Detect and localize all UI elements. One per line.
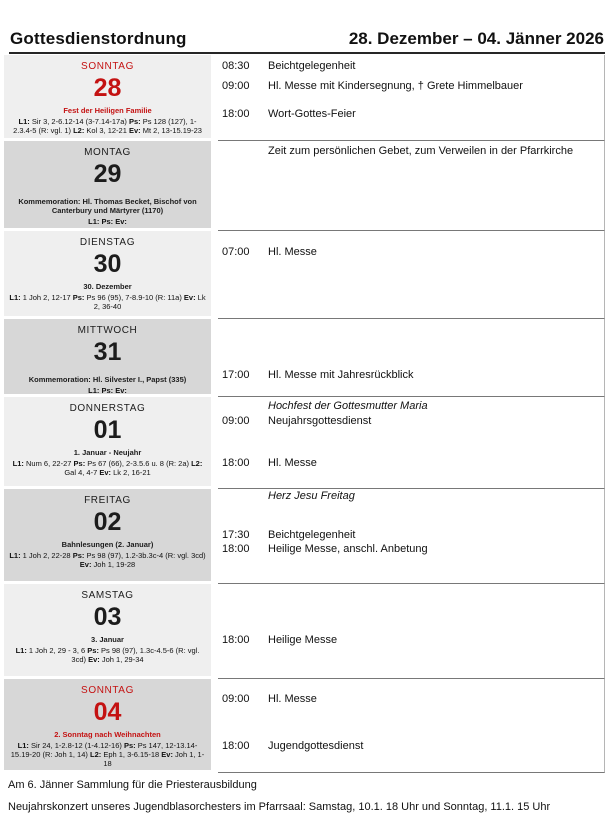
- day-number: 29: [93, 160, 122, 188]
- footer-note-neujahrskonzert: Neujahrskonzert unseres Jugendblasorchesters im Pfarrsaal: Samstag, 10.1. 18 Uhr und Sonntag, 11.1. 15 Uhr: [8, 801, 551, 813]
- event-label: Beichtgelegenheit: [268, 60, 356, 72]
- header-rule: [9, 52, 605, 54]
- event-label: Neujahrsgottesdienst: [268, 415, 372, 427]
- event-label: Hl. Messe mit Kindersegnung, † Grete Himmelbauer: [268, 80, 523, 92]
- day-number: 04: [93, 698, 122, 726]
- day-row-mittwoch-31: [4, 319, 605, 397]
- event-label: Hochfest der Gottesmutter Maria: [268, 400, 428, 412]
- events-cell: [218, 231, 605, 319]
- day-readings: L1: 1 Joh 2, 29 - 3, 6 Ps: Ps 98 (97), 1.3c-4.5-6 (R: vgl. 3cd) Ev: Joh 1, 29-34: [15, 646, 200, 664]
- event: [222, 108, 598, 121]
- day-name: DONNERSTAG: [69, 403, 146, 414]
- day-readings: L1: Ps: Ev:: [88, 386, 127, 395]
- day-row-sonntag-28: [4, 55, 605, 141]
- event-label: Hl. Messe: [268, 693, 317, 705]
- events-cell: [218, 489, 605, 584]
- event-label: Zeit zum persönlichen Gebet, zum Verweilen in der Pfarrkirche: [268, 145, 574, 157]
- event: [222, 415, 598, 428]
- day-cell: [4, 319, 211, 394]
- day-number: 02: [93, 508, 122, 536]
- event-time: 18:00: [222, 108, 250, 120]
- event-feast-note: [268, 490, 598, 503]
- day-name: MONTAG: [84, 147, 131, 158]
- day-cell: [4, 679, 211, 770]
- day-name: SAMSTAG: [81, 590, 134, 601]
- event: [222, 457, 598, 470]
- event-label: Heilige Messe, anschl. Anbetung: [268, 543, 428, 555]
- event-time: 07:00: [222, 246, 250, 258]
- day-feast: Bahnlesungen (2. Januar): [61, 540, 154, 549]
- event-time: 09:00: [222, 80, 250, 92]
- day-readings: L1: 1 Joh 2, 22-28 Ps: Ps 98 (97), 1.2-3b.3c-4 (R: vgl. 3cd) Ev: Joh 1, 19-28: [9, 551, 206, 569]
- event-label: Beichtgelegenheit: [268, 529, 356, 541]
- day-name: SONNTAG: [81, 61, 134, 72]
- event-label: Heilige Messe: [268, 634, 338, 646]
- day-name: SONNTAG: [81, 685, 134, 696]
- day-name: MITTWOCH: [77, 325, 138, 336]
- header: [0, 0, 608, 49]
- day-row-samstag-03: [4, 584, 605, 679]
- event-label: Herz Jesu Freitag: [268, 490, 355, 502]
- day-number: 01: [93, 416, 122, 444]
- day-cell: [4, 584, 211, 676]
- event-time: 18:00: [222, 740, 250, 752]
- day-number: 31: [93, 338, 122, 366]
- event: [222, 529, 598, 542]
- day-row-sonntag-04: [4, 679, 605, 773]
- event-label: Hl. Messe: [268, 457, 317, 469]
- events-cell: [218, 679, 605, 773]
- day-cell: [4, 489, 211, 581]
- schedule-table: [4, 55, 605, 773]
- event: [222, 369, 598, 382]
- day-feast: 2. Sonntag nach Weihnachten: [54, 730, 161, 739]
- day-feast: Kommemoration: Hl. Thomas Becket, Bischof von Canterbury und Märtyrer (1170): [18, 197, 197, 215]
- events-cell: [218, 319, 605, 397]
- event: [222, 246, 598, 259]
- events-cell: [218, 397, 605, 489]
- day-readings: L1: Sir 24, 1-2.8-12 (1-4.12-16) Ps: Ps 147, 12-13.14-15.19-20 (R: Joh 1, 14) L2: Eph 1, 3-6.15-18 Ev: Joh 1, 1-18: [10, 741, 205, 768]
- event-time: 18:00: [222, 634, 250, 646]
- event: [222, 693, 598, 706]
- day-cell: [4, 397, 211, 486]
- event-label: Hl. Messe: [268, 246, 317, 258]
- events-cell: [218, 141, 605, 231]
- date-range: 28. Dezember – 04. Jänner 2026: [348, 29, 604, 48]
- day-cell: [4, 231, 211, 316]
- day-row-montag-29: [4, 141, 605, 231]
- events-cell: [218, 55, 605, 141]
- day-number: 30: [93, 250, 122, 278]
- day-feast: Kommemoration: Hl. Silvester I., Papst (335): [28, 375, 187, 384]
- day-readings: L1: Ps: Ev:: [88, 217, 127, 226]
- day-number: 28: [93, 74, 122, 102]
- event: [222, 740, 598, 753]
- event: [222, 634, 598, 647]
- event: [222, 543, 598, 556]
- event-time: 09:00: [222, 693, 250, 705]
- event: [222, 80, 598, 93]
- day-feast: Fest der Heiligen Familie: [63, 106, 152, 115]
- event-time: 09:00: [222, 415, 250, 427]
- event-time: 18:00: [222, 543, 250, 555]
- day-feast: 3. Januar: [91, 635, 124, 644]
- day-readings: L1: Sir 3, 2-6.12-14 (3-7.14-17a) Ps: Ps 128 (127), 1-2.3.4-5 (R: vgl. 1) L2: Kol 3, 12-21 Ev: Mt 2, 13-15.19-23: [13, 117, 202, 135]
- footer: [8, 779, 608, 813]
- event-time: 18:00: [222, 457, 250, 469]
- day-row-dienstag-30: [4, 231, 605, 319]
- event-label: Jugendgottesdienst: [268, 740, 364, 752]
- event-label: Wort-Gottes-Feier: [268, 108, 356, 120]
- event: [268, 145, 598, 158]
- page-title: Gottesdienstordnung: [10, 29, 187, 48]
- event: [222, 60, 598, 73]
- day-readings: L1: Num 6, 22-27 Ps: Ps 67 (66), 2-3.5.6 u. 8 (R: 2a) L2: Gal 4, 4-7 Ev: Lk 2, 16-21: [12, 459, 203, 477]
- day-row-donnerstag-01: [4, 397, 605, 489]
- day-feast: 30. Dezember: [83, 282, 132, 291]
- event-time: 17:30: [222, 529, 250, 541]
- event-time: 17:00: [222, 369, 250, 381]
- day-number: 03: [93, 603, 122, 631]
- day-cell: [4, 55, 211, 138]
- event-label: Hl. Messe mit Jahresrückblick: [268, 369, 414, 381]
- day-cell: [4, 141, 211, 228]
- day-readings: L1: 1 Joh 2, 12-17 Ps: Ps 96 (95), 7-8.9-10 (R: 11a) Ev: Lk 2, 36-40: [9, 293, 206, 311]
- footer-note-priesterausbildung: Am 6. Jänner Sammlung für die Priesterausbildung: [8, 779, 257, 791]
- day-name: FREITAG: [84, 495, 131, 506]
- day-feast: 1. Januar - Neujahr: [73, 448, 142, 457]
- event-feast-note: [268, 400, 598, 413]
- day-row-freitag-02: [4, 489, 605, 584]
- day-name: DIENSTAG: [79, 237, 136, 248]
- event-time: 08:30: [222, 60, 250, 72]
- events-cell: [218, 584, 605, 679]
